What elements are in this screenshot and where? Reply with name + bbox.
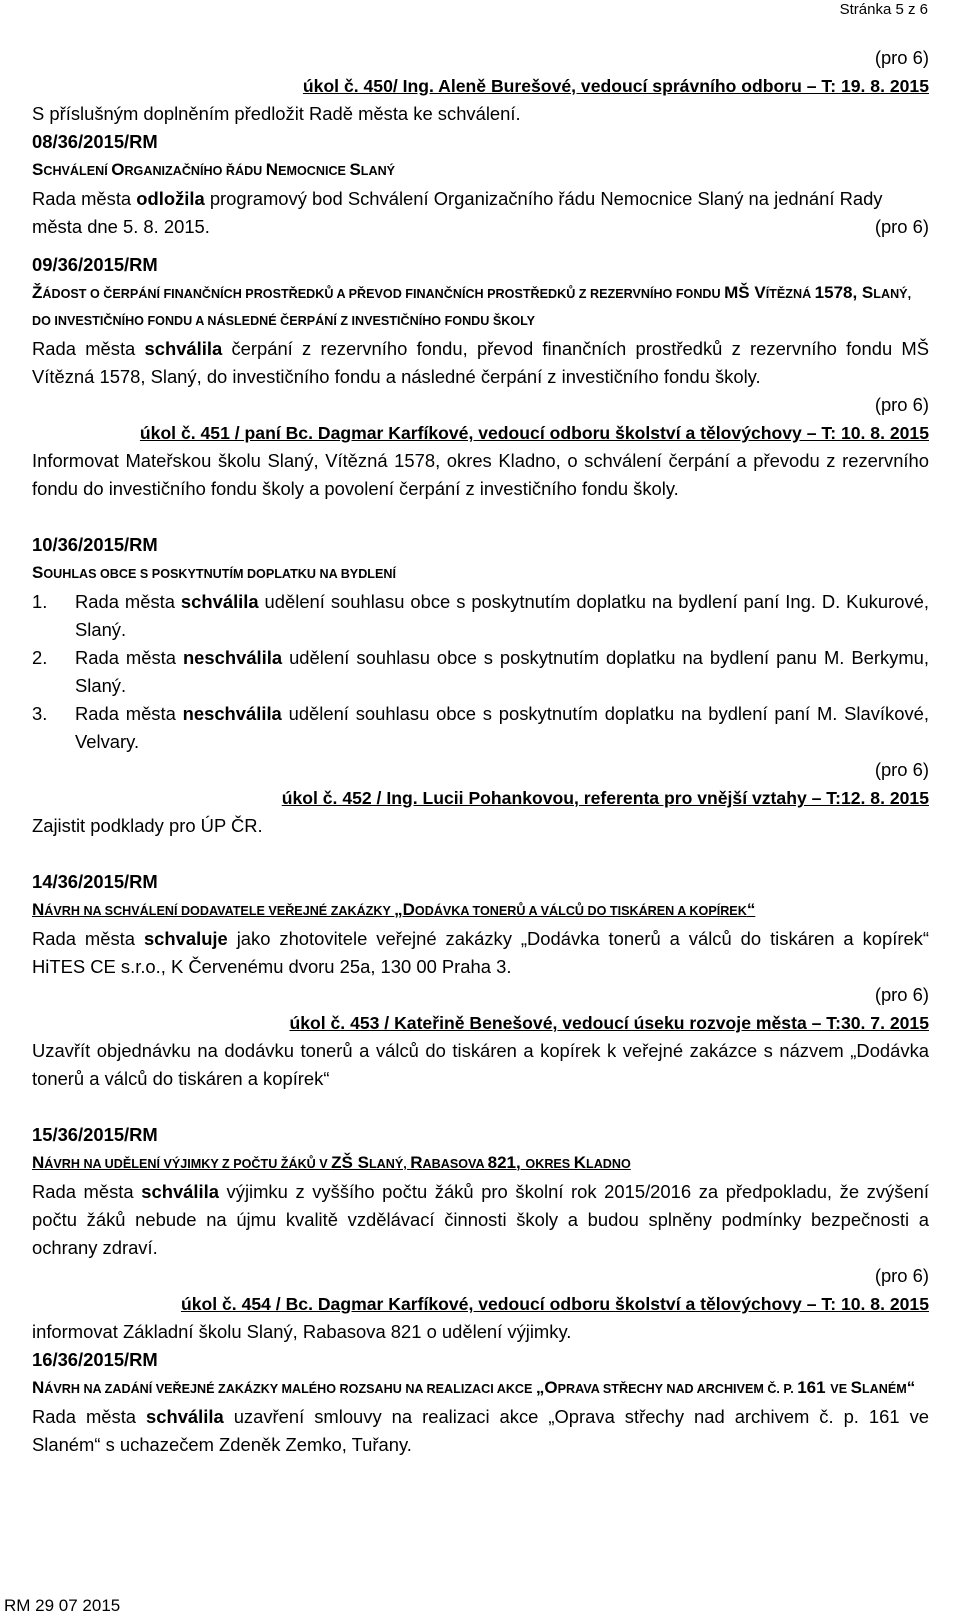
- task-text: Uzavřít objednávku na dodávku tonerů a válců do tiskáren a kopírek k veřejné zakázce s názvem „Dodávka tonerů a válců do tiskáren a kopírek“: [32, 1040, 929, 1089]
- vote-result: (pro 6): [874, 1265, 929, 1286]
- resolution-id: 08/36/2015/RM: [32, 131, 158, 152]
- resolution-text: Rada města schválila čerpání z rezervního fondu, převod finančních prostředků z rezervního fondu MŠ Vítězná 1578, Slaný, do investičního fondu a následné čerpání z investičního fondu školy.: [32, 338, 929, 387]
- resolution-id: 09/36/2015/RM: [32, 254, 158, 275]
- task-heading: úkol č. 454 / Bc. Dagmar Karfíkové, vedoucí odboru školství a tělovýchovy – T: 10. 8. 2015: [180, 1294, 929, 1314]
- vote-result: (pro 6): [874, 47, 929, 68]
- vote-result: (pro 6): [874, 216, 929, 237]
- task-text: informovat Základní školu Slaný, Rabasova 821 o udělení výjimky.: [32, 1321, 572, 1342]
- resolution-text: Rada města schvaluje jako zhotovitele veřejné zakázky „Dodávka tonerů a válců do tiskáren a kopírek“ HiTES CE s.r.o., K Červenému dvoru 25a, 130 00 Praha 3.: [32, 928, 930, 977]
- resolution-title: ŽÁDOST O ČERPÁNÍ FINANČNÍCH PROSTŘEDKŮ A PŘEVOD FINANČNÍCH PROSTŘEDKŮ Z REZERVNÍHO FONDU MŠ VÍTĚZNÁ 1578, SLANÝ, DO INVESTIČNÍHO FONDU A NÁSLEDNÉ ČERPÁNÍ Z INVESTIČNÍHO FONDU ŠKOLY: [32, 283, 912, 328]
- resolution-id: 16/36/2015/RM: [32, 1349, 158, 1370]
- task-heading: úkol č. 453 / Kateřině Benešové, vedoucí úseku rozvoje města – T:30. 7. 2015: [289, 1013, 929, 1033]
- list-item: 1. Rada města schválila udělení souhlasu obce s poskytnutím doplatku na bydlení paní Ing. D. Kukurové, Slaný.: [32, 591, 929, 640]
- resolution-text: Rada města schválila výjimku z vyššího počtu žáků pro školní rok 2015/2016 za předpokladu, že zvýšení počtu žáků nebude na újmu kvalitě vzdělávací činnosti školy a budou splněny podmínky bezpečnosti a ochrany zdraví.: [32, 1181, 930, 1258]
- task-heading: úkol č. 452 / Ing. Lucii Pohankovou, referenta pro vnější vztahy – T:12. 8. 2015: [281, 788, 929, 808]
- vote-result: (pro 6): [874, 394, 929, 415]
- footer-label: RM 29 07 2015: [4, 1596, 121, 1615]
- resolution-id: 15/36/2015/RM: [32, 1124, 158, 1145]
- task-text: Zajistit podklady pro ÚP ČR.: [32, 815, 263, 836]
- resolution-title: NÁVRH NA ZADÁNÍ VEŘEJNÉ ZAKÁZKY MALÉHO ROZSAHU NA REALIZACI AKCE „OPRAVA STŘECHY NAD ARCHIVEM Č. P. 161 VE SLANÉM“: [32, 1378, 916, 1397]
- resolution-title: NÁVRH NA SCHVÁLENÍ DODAVATELE VEŘEJNÉ ZAKÁZKY „DODÁVKA TONERŮ A VÁLCŮ DO TISKÁREN A KOPÍREK“: [32, 900, 756, 919]
- vote-result: (pro 6): [874, 759, 929, 780]
- resolution-list: [32, 588, 929, 756]
- vote-result: (pro 6): [874, 984, 929, 1005]
- page-number: Stránka 5 z 6: [839, 1, 928, 18]
- task-text: S příslušným doplněním předložit Radě města ke schválení.: [32, 103, 521, 124]
- task-text: Informovat Mateřskou školu Slaný, Vítězná 1578, okres Kladno, o schválení čerpání a převodu z rezervního fondu do investičního fondu školy a povolení čerpání z investičního fondu školy.: [32, 450, 929, 499]
- list-item: 2. Rada města neschválila udělení souhlasu obce s poskytnutím doplatku na bydlení panu M. Berkymu, Slaný.: [32, 647, 930, 696]
- resolution-title: SOUHLAS OBCE S POSKYTNUTÍM DOPLATKU NA BYDLENÍ: [32, 563, 396, 582]
- resolution-id: 10/36/2015/RM: [32, 534, 158, 555]
- resolution-text: Rada města schválila uzavření smlouvy na realizaci akce „Oprava střechy nad archivem č. p. 161 ve Slaném“ s uchazečem Zdeněk Zemko, Tuřany.: [32, 1406, 929, 1455]
- resolution-title: SCHVÁLENÍ ORGANIZAČNÍHO ŘÁDU NEMOCNICE SLANÝ: [32, 160, 396, 179]
- document-body: [32, 44, 929, 1459]
- resolution-title: NÁVRH NA UDĚLENÍ VÝJIMKY Z POČTU ŽÁKŮ V ZŠ SLANÝ, RABASOVA 821, OKRES KLADNO: [32, 1153, 631, 1172]
- task-heading: úkol č. 451 / paní Bc. Dagmar Karfíkové, vedoucí odboru školství a tělovýchovy – T: 10. 8. 2015: [139, 423, 929, 443]
- resolution-text: Rada města odložila programový bod Schválení Organizačního řádu Nemocnice Slaný na jednání Rady města dne 5. 8. 2015. (pro 6): [32, 185, 929, 241]
- list-item: 3. Rada města neschválila udělení souhlasu obce s poskytnutím doplatku na bydlení paní M. Slavíkové, Velvary.: [32, 703, 929, 752]
- resolution-id: 14/36/2015/RM: [32, 871, 158, 892]
- task-heading: úkol č. 450/ Ing. Aleně Burešové, vedoucí správního odboru – T: 19. 8. 2015: [302, 76, 929, 96]
